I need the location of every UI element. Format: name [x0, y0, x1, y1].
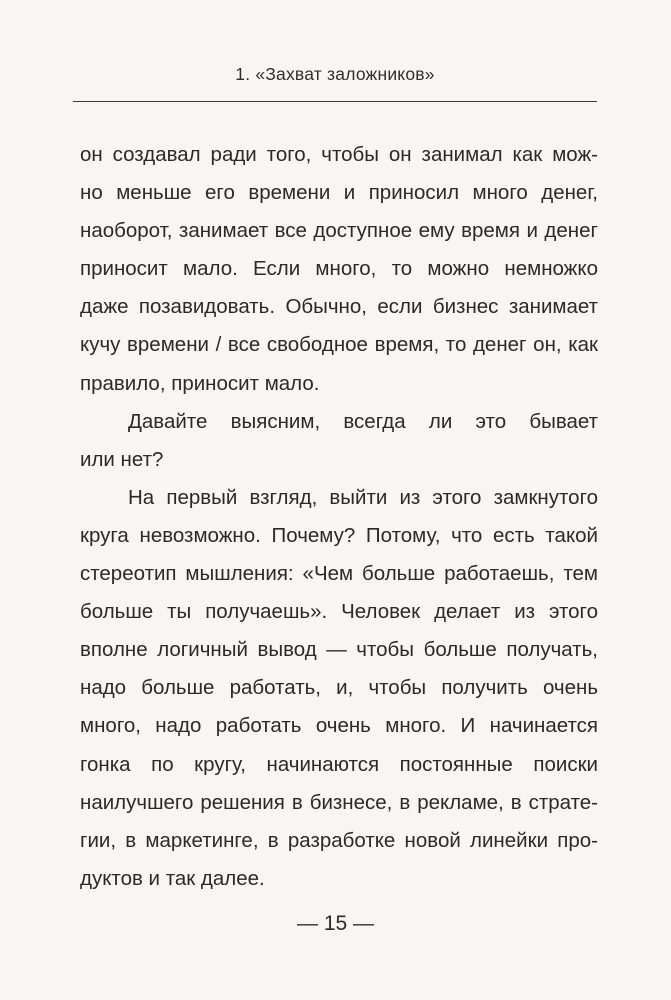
- text-line: кучу времени / все свободное время, то денег он, как: [80, 333, 598, 357]
- text-line: вполне логичный вывод — чтобы больше получать,: [80, 638, 598, 662]
- text-line: Давайте выясним, всегда ли это бывает: [128, 409, 598, 433]
- header-rule: [73, 101, 597, 102]
- text-line: много, надо работать очень много. И начинается: [80, 714, 598, 738]
- text-line: он создавал ради того, чтобы он занимал как мож-: [80, 143, 598, 166]
- text-line: наоборот, занимает все доступное ему время и денег: [80, 219, 598, 243]
- text-line: дуктов и так далее.: [80, 866, 265, 890]
- paragraph-1: [80, 136, 598, 403]
- text-line: но меньше его времени и приносил много денег,: [80, 181, 598, 205]
- paragraph-3: [80, 479, 598, 898]
- text-line: надо больше работать, и, чтобы получить очень: [80, 676, 598, 700]
- text-line: или нет?: [80, 447, 164, 471]
- text-line: гии, в маркетинге, в разработке новой линейки про-: [80, 828, 598, 852]
- text-line: стереотип мышления: «Чем больше работаешь, тем: [80, 562, 598, 586]
- running-header: 1. «Захват заложников»: [235, 64, 435, 84]
- text-line: гонка по кругу, начинаются постоянные поиски: [80, 752, 598, 776]
- text-line: На первый взгляд, выйти из этого замкнутого: [128, 485, 598, 509]
- page-number: — 15 —: [296, 912, 375, 935]
- text-line: правило, приносит мало.: [80, 371, 320, 395]
- paragraph-2: [80, 403, 598, 479]
- text-line: приносит мало. Если много, то можно немножко: [80, 257, 598, 281]
- text-line: наилучшего решения в бизнесе, в рекламе, в страте-: [80, 790, 598, 814]
- text-line: даже позавидовать. Обычно, если бизнес занимает: [80, 295, 598, 319]
- text-line: больше ты получаешь». Человек делает из этого: [80, 600, 598, 624]
- text-line: круга невозможно. Почему? Потому, что есть такой: [80, 523, 598, 547]
- body-text: [80, 136, 598, 898]
